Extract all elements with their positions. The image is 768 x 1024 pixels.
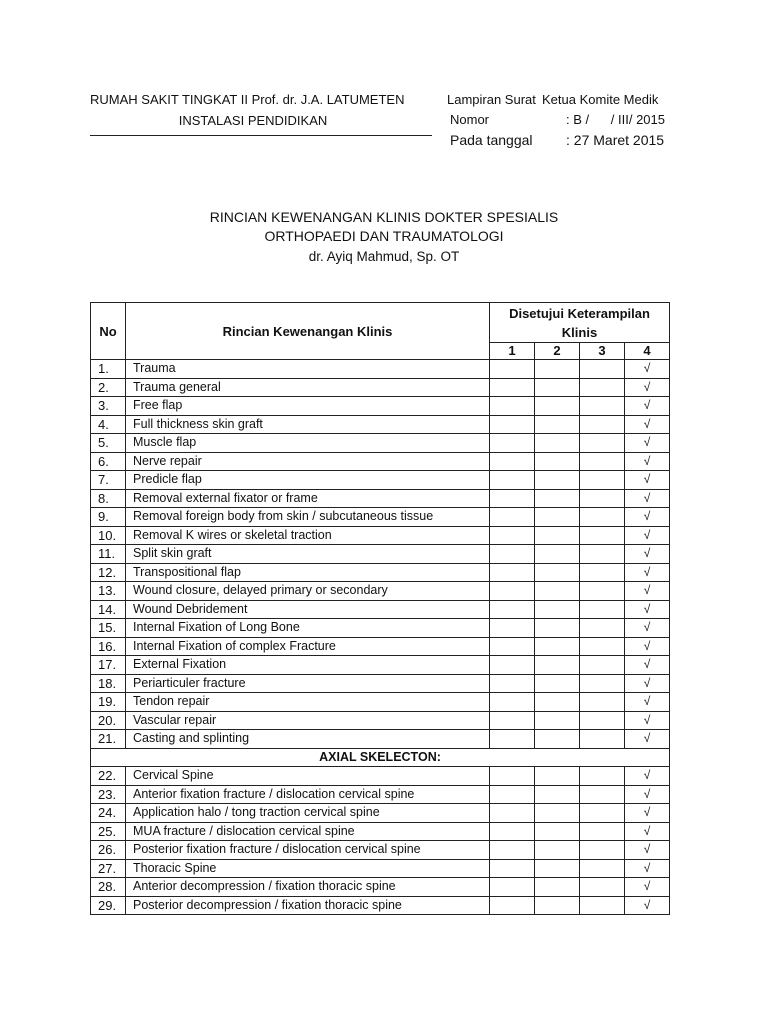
- approval-cell-empty: [535, 545, 580, 564]
- table-row: [91, 822, 670, 841]
- approval-cell-empty: [535, 859, 580, 878]
- approval-cell-empty: [580, 656, 625, 675]
- number-label: Nomor: [450, 112, 490, 127]
- row-number: 6.: [91, 452, 126, 471]
- table-row: [91, 563, 670, 582]
- approval-cell-empty: [535, 415, 580, 434]
- row-number: 20.: [91, 711, 126, 730]
- approval-check-mark: √: [625, 841, 670, 860]
- approval-cell-empty: [490, 434, 535, 453]
- approval-cell-empty: [535, 619, 580, 638]
- approval-cell-empty: [535, 360, 580, 379]
- privilege-description: Removal foreign body from skin / subcutaneous tissue: [126, 508, 490, 527]
- approval-cell-empty: [535, 582, 580, 601]
- approval-cell-empty: [580, 360, 625, 379]
- approval-check-mark: √: [625, 434, 670, 453]
- approval-cell-empty: [580, 563, 625, 582]
- approval-cell-empty: [580, 452, 625, 471]
- row-number: 18.: [91, 674, 126, 693]
- approval-cell-empty: [580, 600, 625, 619]
- approval-cell-empty: [490, 730, 535, 749]
- privilege-description: Application halo / tong traction cervical spine: [126, 804, 490, 823]
- row-number: 22.: [91, 767, 126, 786]
- approval-check-mark: √: [625, 804, 670, 823]
- row-number: 13.: [91, 582, 126, 601]
- table-row: [91, 711, 670, 730]
- approval-check-mark: √: [625, 582, 670, 601]
- approval-cell-empty: [535, 452, 580, 471]
- privilege-description: Cervical Spine: [126, 767, 490, 786]
- institution-name: RUMAH SAKIT TINGKAT II Prof. dr. J.A. LATUMETEN: [90, 92, 405, 107]
- privilege-description: Anterior fixation fracture / dislocation cervical spine: [126, 785, 490, 804]
- level-header: 1: [490, 343, 535, 360]
- row-number: 28.: [91, 878, 126, 897]
- approval-check-mark: √: [625, 859, 670, 878]
- table-row: [91, 841, 670, 860]
- approval-cell-empty: [490, 896, 535, 915]
- table-row: [91, 674, 670, 693]
- approval-check-mark: √: [625, 674, 670, 693]
- approval-cell-empty: [490, 582, 535, 601]
- approval-check-mark: √: [625, 489, 670, 508]
- clinical-privileges-table: [90, 302, 670, 915]
- approval-check-mark: √: [625, 619, 670, 638]
- document-subtitle: ORTHOPAEDI DAN TRAUMATOLOGI: [264, 228, 504, 244]
- approval-check-mark: √: [625, 600, 670, 619]
- approval-cell-empty: [490, 397, 535, 416]
- approval-cell-empty: [490, 822, 535, 841]
- privilege-description: Periarticuler fracture: [126, 674, 490, 693]
- table-row: [91, 804, 670, 823]
- row-number: 3.: [91, 397, 126, 416]
- document-title: RINCIAN KEWENANGAN KLINIS DOKTER SPESIALIS: [209, 209, 559, 225]
- approval-cell-empty: [490, 878, 535, 897]
- number-value: : B / / III/ 2015: [566, 112, 665, 127]
- privilege-description: Anterior decompression / fixation thoracic spine: [126, 878, 490, 897]
- approval-cell-empty: [490, 859, 535, 878]
- approval-check-mark: √: [625, 508, 670, 527]
- row-number: 12.: [91, 563, 126, 582]
- approval-cell-empty: [580, 397, 625, 416]
- approval-cell-empty: [490, 711, 535, 730]
- privilege-description: Wound closure, delayed primary or secondary: [126, 582, 490, 601]
- table-row: [91, 767, 670, 786]
- doctor-name: dr. Ayiq Mahmud, Sp. OT: [308, 249, 460, 264]
- approval-check-mark: √: [625, 545, 670, 564]
- table-row: [91, 434, 670, 453]
- table-row: [91, 489, 670, 508]
- approval-check-mark: √: [625, 526, 670, 545]
- approval-cell-empty: [535, 508, 580, 527]
- approval-cell-empty: [535, 878, 580, 897]
- table-row: [91, 619, 670, 638]
- privilege-description: MUA fracture / dislocation cervical spine: [126, 822, 490, 841]
- row-number: 11.: [91, 545, 126, 564]
- approval-cell-empty: [580, 878, 625, 897]
- attachment-label: Lampiran Surat: [447, 92, 536, 107]
- approval-cell-empty: [490, 508, 535, 527]
- approval-check-mark: √: [625, 360, 670, 379]
- approval-cell-empty: [580, 489, 625, 508]
- date-label: Pada tanggal: [450, 132, 533, 148]
- approval-check-mark: √: [625, 711, 670, 730]
- approval-cell-empty: [490, 619, 535, 638]
- approval-cell-empty: [490, 785, 535, 804]
- table-row: [91, 378, 670, 397]
- approval-check-mark: √: [625, 822, 670, 841]
- approval-cell-empty: [535, 822, 580, 841]
- approval-cell-empty: [580, 804, 625, 823]
- privilege-description: Trauma: [126, 360, 490, 379]
- privilege-description: Thoracic Spine: [126, 859, 490, 878]
- approval-cell-empty: [535, 397, 580, 416]
- table-row: [91, 637, 670, 656]
- approval-cell-empty: [535, 841, 580, 860]
- approval-cell-empty: [535, 471, 580, 490]
- row-number: 5.: [91, 434, 126, 453]
- privilege-description: Predicle flap: [126, 471, 490, 490]
- approval-cell-empty: [490, 415, 535, 434]
- institution-header: [90, 92, 432, 128]
- approval-cell-empty: [535, 730, 580, 749]
- privilege-description: Posterior decompression / fixation thoracic spine: [126, 896, 490, 915]
- table-row: [91, 600, 670, 619]
- approval-check-mark: √: [625, 878, 670, 897]
- approval-cell-empty: [535, 896, 580, 915]
- approval-check-mark: √: [625, 730, 670, 749]
- row-number: 29.: [91, 896, 126, 915]
- approval-check-mark: √: [625, 785, 670, 804]
- approval-cell-empty: [535, 600, 580, 619]
- table-row: [91, 859, 670, 878]
- approval-check-mark: √: [625, 471, 670, 490]
- approval-cell-empty: [535, 804, 580, 823]
- table-row: [91, 785, 670, 804]
- approval-cell-empty: [490, 767, 535, 786]
- approval-cell-empty: [490, 600, 535, 619]
- row-number: 7.: [91, 471, 126, 490]
- approval-cell-empty: [535, 767, 580, 786]
- approval-cell-empty: [580, 471, 625, 490]
- approval-cell-empty: [535, 434, 580, 453]
- approval-cell-empty: [580, 896, 625, 915]
- approval-cell-empty: [535, 656, 580, 675]
- approval-cell-empty: [490, 452, 535, 471]
- table-row: [91, 656, 670, 675]
- privilege-description: Internal Fixation of complex Fracture: [126, 637, 490, 656]
- privilege-description: Muscle flap: [126, 434, 490, 453]
- table-row: [91, 397, 670, 416]
- privilege-description: Free flap: [126, 397, 490, 416]
- date-value: : 27 Maret 2015: [566, 132, 665, 148]
- approval-cell-empty: [490, 489, 535, 508]
- privilege-description: Vascular repair: [126, 711, 490, 730]
- approval-cell-empty: [580, 785, 625, 804]
- approval-check-mark: √: [625, 563, 670, 582]
- approval-check-mark: √: [625, 397, 670, 416]
- approval-cell-empty: [490, 804, 535, 823]
- approval-check-mark: √: [625, 637, 670, 656]
- approval-check-mark: √: [625, 767, 670, 786]
- approval-cell-empty: [490, 841, 535, 860]
- approval-cell-empty: [535, 637, 580, 656]
- approval-cell-empty: [535, 526, 580, 545]
- approval-check-mark: √: [625, 693, 670, 712]
- approval-cell-empty: [490, 656, 535, 675]
- privilege-description: Posterior fixation fracture / dislocation cervical spine: [126, 841, 490, 860]
- privilege-description: External Fixation: [126, 656, 490, 675]
- privilege-description: Removal external fixator or frame: [126, 489, 490, 508]
- row-number: 16.: [91, 637, 126, 656]
- approval-cell-empty: [490, 378, 535, 397]
- approval-cell-empty: [580, 693, 625, 712]
- approval-cell-empty: [580, 767, 625, 786]
- header-divider: [90, 135, 432, 136]
- approval-cell-empty: [580, 637, 625, 656]
- row-number: 14.: [91, 600, 126, 619]
- approval-check-mark: √: [625, 896, 670, 915]
- privilege-description: Trauma general: [126, 378, 490, 397]
- privilege-description: Tendon repair: [126, 693, 490, 712]
- row-number: 26.: [91, 841, 126, 860]
- table-row: [91, 526, 670, 545]
- approval-cell-empty: [490, 526, 535, 545]
- row-number: 24.: [91, 804, 126, 823]
- approval-cell-empty: [535, 693, 580, 712]
- approval-cell-empty: [580, 415, 625, 434]
- approval-cell-empty: [580, 582, 625, 601]
- privilege-description: Removal K wires or skeletal traction: [126, 526, 490, 545]
- approval-cell-empty: [490, 693, 535, 712]
- approval-cell-empty: [580, 841, 625, 860]
- approval-cell-empty: [490, 563, 535, 582]
- level-header: 2: [535, 343, 580, 360]
- row-number: 23.: [91, 785, 126, 804]
- approval-cell-empty: [580, 545, 625, 564]
- institution-unit: INSTALASI PENDIDIKAN: [178, 113, 328, 128]
- table-row: [91, 896, 670, 915]
- row-number: 17.: [91, 656, 126, 675]
- section-heading-axial-skeleton: AXIAL SKELECTON:: [91, 748, 670, 767]
- table-row: [91, 545, 670, 564]
- privilege-description: Full thickness skin graft: [126, 415, 490, 434]
- approval-check-mark: √: [625, 656, 670, 675]
- table-row: [91, 582, 670, 601]
- approval-cell-empty: [580, 378, 625, 397]
- approval-check-mark: √: [625, 452, 670, 471]
- approval-cell-empty: [580, 674, 625, 693]
- column-header-no: No: [91, 303, 126, 360]
- table-row: [91, 508, 670, 527]
- approval-cell-empty: [490, 360, 535, 379]
- approval-cell-empty: [535, 489, 580, 508]
- table-row: [91, 693, 670, 712]
- approval-cell-empty: [535, 711, 580, 730]
- table-row: [91, 452, 670, 471]
- table-row: [91, 471, 670, 490]
- approval-cell-empty: [490, 471, 535, 490]
- approval-cell-empty: [490, 545, 535, 564]
- column-header-description: Rincian Kewenangan Klinis: [126, 303, 490, 360]
- privilege-description: Transpositional flap: [126, 563, 490, 582]
- approval-cell-empty: [580, 859, 625, 878]
- level-header: 4: [625, 343, 670, 360]
- approval-cell-empty: [535, 563, 580, 582]
- row-number: 19.: [91, 693, 126, 712]
- column-header-approval: Disetujui Keterampilan Klinis: [490, 303, 670, 343]
- row-number: 9.: [91, 508, 126, 527]
- privilege-description: Split skin graft: [126, 545, 490, 564]
- privilege-description: Internal Fixation of Long Bone: [126, 619, 490, 638]
- approval-cell-empty: [580, 434, 625, 453]
- privilege-description: Nerve repair: [126, 452, 490, 471]
- level-header: 3: [580, 343, 625, 360]
- table-row: [91, 730, 670, 749]
- table-row: [91, 415, 670, 434]
- table-row: [91, 878, 670, 897]
- row-number: 15.: [91, 619, 126, 638]
- row-number: 21.: [91, 730, 126, 749]
- table-row: [91, 360, 670, 379]
- privilege-description: Wound Debridement: [126, 600, 490, 619]
- approval-cell-empty: [535, 785, 580, 804]
- approval-check-mark: √: [625, 415, 670, 434]
- row-number: 27.: [91, 859, 126, 878]
- approval-cell-empty: [535, 674, 580, 693]
- approval-cell-empty: [580, 822, 625, 841]
- approval-cell-empty: [580, 711, 625, 730]
- attachment-value: Ketua Komite Medik: [542, 92, 659, 107]
- row-number: 2.: [91, 378, 126, 397]
- row-number: 1.: [91, 360, 126, 379]
- approval-cell-empty: [580, 619, 625, 638]
- approval-check-mark: √: [625, 378, 670, 397]
- approval-cell-empty: [535, 378, 580, 397]
- approval-cell-empty: [580, 730, 625, 749]
- privilege-description: Casting and splinting: [126, 730, 490, 749]
- approval-cell-empty: [490, 637, 535, 656]
- approval-cell-empty: [580, 526, 625, 545]
- row-number: 4.: [91, 415, 126, 434]
- approval-cell-empty: [490, 674, 535, 693]
- row-number: 8.: [91, 489, 126, 508]
- row-number: 10.: [91, 526, 126, 545]
- row-number: 25.: [91, 822, 126, 841]
- approval-cell-empty: [580, 508, 625, 527]
